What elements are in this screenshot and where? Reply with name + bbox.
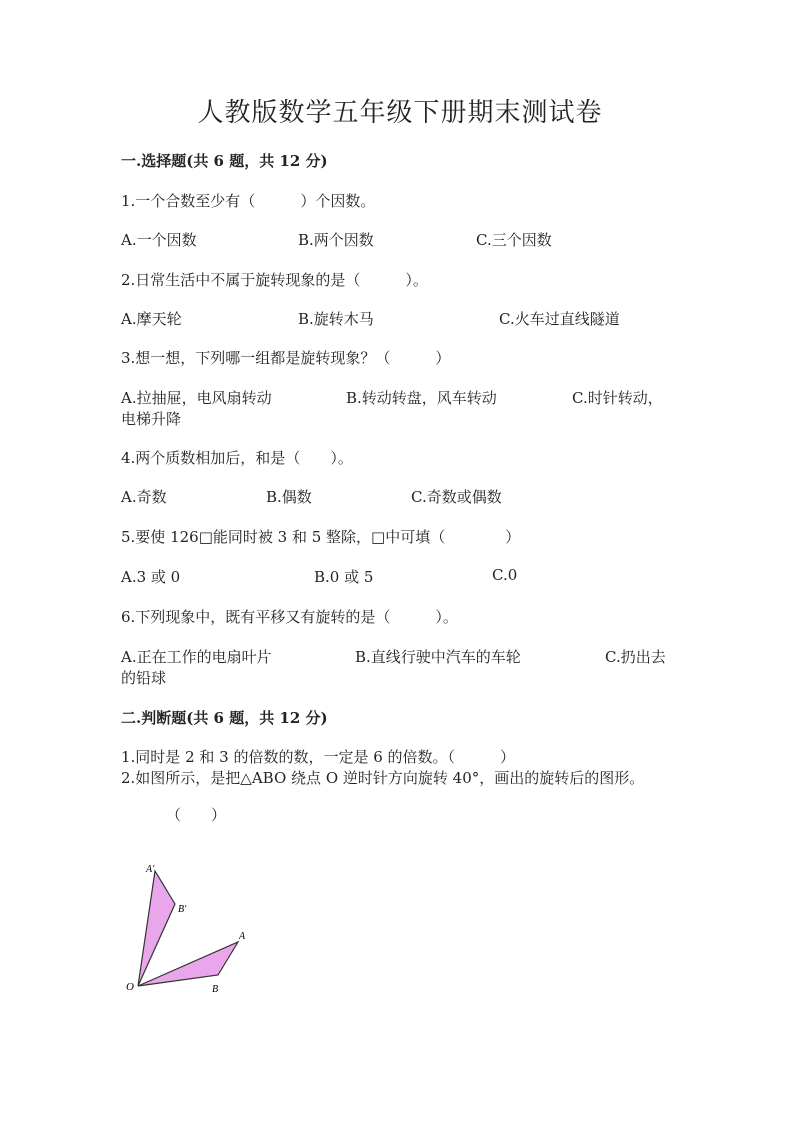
q3-option-c: C.时针转动，: [572, 389, 663, 407]
judgement-question-1: 1.同时是 2 和 3 的倍数的数，一定是 6 的倍数。（ ）: [121, 748, 516, 766]
answer-blank: （ ）: [166, 806, 227, 824]
q2-option-c: C.火车过直线隧道: [499, 310, 620, 328]
q3-option-a: A.拉抽屉，电风扇转动: [121, 389, 272, 407]
q1-option-b: B.两个因数: [298, 231, 374, 249]
q3-option-b: B.转动转盘，风车转动: [346, 389, 497, 407]
q6-option-a: A.正在工作的电扇叶片: [121, 648, 272, 666]
q6-option-c: C.扔出去: [605, 648, 666, 666]
label-b-prime: B': [178, 904, 187, 915]
q1-option-c: C.三个因数: [476, 231, 552, 249]
q2-option-b: B.旋转木马: [298, 310, 374, 328]
label-a: A: [239, 931, 246, 942]
label-o: O: [126, 981, 134, 993]
judgement-question-2: 2.如图所示，是把△ABO 绕点 O 逆时针方向旋转 40°，画出的旋转后的图形。: [121, 769, 645, 787]
question-5: 5.要使 126□能同时被 3 和 5 整除，□中可填（ ）: [121, 528, 521, 546]
question-2: 2.日常生活中不属于旋转现象的是（ ）。: [121, 271, 428, 289]
q5-option-b: B.0 或 5: [314, 568, 374, 586]
question-3: 3.想一想，下列哪一组都是旋转现象？（ ）: [121, 349, 451, 367]
q1-option-a: A.一个因数: [121, 231, 197, 249]
label-a-prime: A': [146, 864, 155, 875]
rotated-triangle: [138, 871, 175, 986]
label-b: B: [212, 984, 219, 995]
q6-option-b: B.直线行驶中汽车的车轮: [355, 648, 521, 666]
question-4: 4.两个质数相加后，和是（ ）。: [121, 449, 353, 467]
q5-option-a: A.3 或 0: [121, 568, 181, 586]
question-6: 6.下列现象中，既有平移又有旋转的是（ ）。: [121, 608, 458, 626]
q6-option-c-continued: 的铅球: [121, 669, 167, 687]
page-title: 人教版数学五年级下册期末测试卷: [197, 98, 603, 128]
q5-option-c: C.0: [492, 566, 518, 584]
q4-option-a: A.奇数: [121, 488, 167, 506]
question-1: 1.一个合数至少有（ ）个因数。: [121, 192, 376, 210]
section-heading-choice: 一.选择题(共 6 题，共 12 分): [121, 152, 328, 170]
q4-option-c: C.奇数或偶数: [411, 488, 502, 506]
rotation-diagram: [123, 860, 253, 1000]
rotation-figure: [123, 860, 253, 1000]
q4-option-b: B.偶数: [266, 488, 312, 506]
q2-option-a: A.摩天轮: [121, 310, 182, 328]
section-heading-judgement: 二.判断题(共 6 题，共 12 分): [121, 709, 328, 727]
q3-option-c-continued: 电梯升降: [121, 410, 182, 428]
